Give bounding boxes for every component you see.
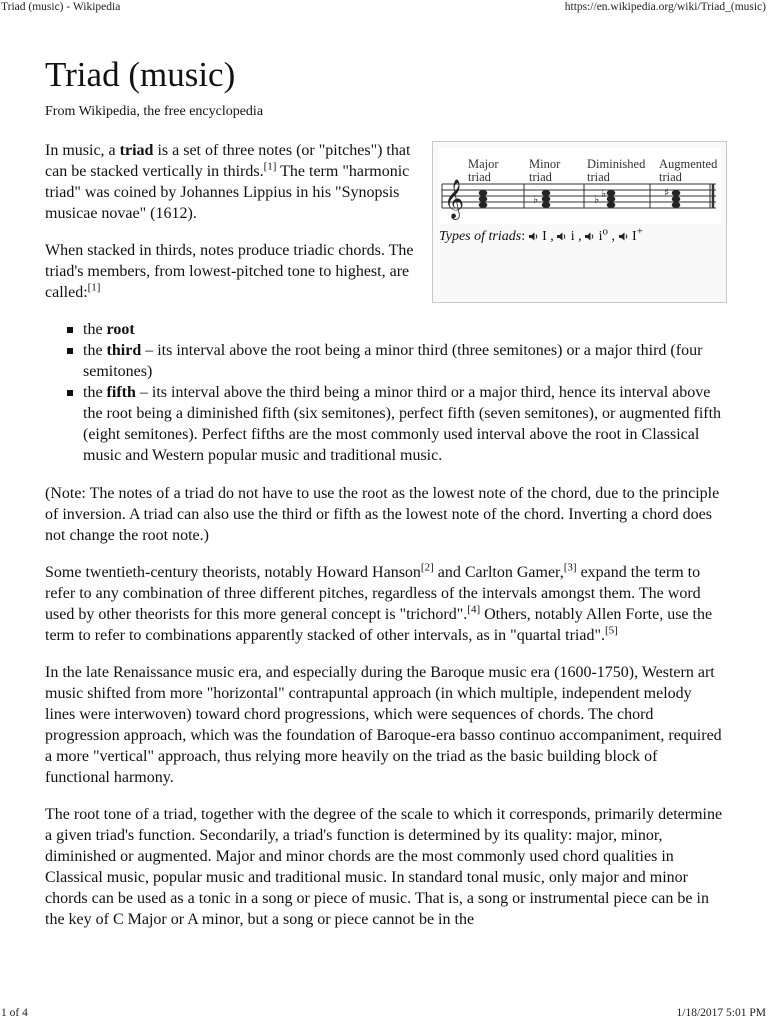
speaker-icon bbox=[619, 232, 629, 241]
page-title-header: Triad (music) - Wikipedia bbox=[1, 1, 121, 13]
audio-major[interactable]: I bbox=[529, 229, 547, 244]
chord-noteheads bbox=[475, 190, 684, 208]
citation-1b[interactable]: [1] bbox=[87, 281, 101, 294]
audio-diminished[interactable]: i$^o$ bbox=[585, 229, 608, 244]
audio-augmented[interactable]: I+ bbox=[619, 229, 643, 244]
triad-members-list bbox=[45, 319, 725, 466]
list-item: the third – its interval above the root being a minor third (three semitones) or a major third (four semitones) bbox=[65, 340, 725, 382]
term-triad: triad bbox=[119, 142, 154, 159]
citation-4[interactable]: [4] bbox=[467, 603, 481, 616]
triad-notation-image bbox=[438, 148, 721, 224]
theorists-paragraph: Some twentieth-century theorists, notably Howard Hanson[2] and Carlton Gamer,[3] expand the term to refer to any combination of three different pitches, regardless of the intervals amongst them. The word used by other theorists for this more general concept is "trichord".[4] Others, notably Allen Forte, use the term to refer to combinations apparently stacked of other intervals, as in "quartal triad".[5] bbox=[45, 561, 713, 644]
svg-text:♭: ♭ bbox=[594, 193, 600, 206]
triad-types-figure bbox=[432, 141, 727, 303]
list-item: the fifth – its interval above the third being a minor third or a major third, hence its interval above the root being a diminished fifth (six semitones), perfect fifth (seven semitones), or augmented fifth (eight semitones). Perfect fifths are the most commonly used interval above the root in Classical music and Western popular music and traditional music. bbox=[65, 382, 725, 466]
article-content bbox=[45, 55, 725, 946]
print-header bbox=[0, 1, 768, 15]
label-augmented: Augmented bbox=[659, 157, 718, 171]
staff-notation bbox=[438, 148, 721, 224]
print-timestamp: 1/18/2017 5:01 PM bbox=[676, 1007, 766, 1019]
article-title: Triad (music) bbox=[45, 55, 236, 94]
label-major-2: triad bbox=[468, 170, 491, 184]
label-augmented-2: triad bbox=[659, 170, 682, 184]
root-tone-paragraph: The root tone of a triad, together with the degree of the scale to which it corresponds, primarily determine a given triad's function. Secondarily, a triad's function is determined by its quality: major, minor, diminished or augmented. Major and minor chords are the most commonly used chord qualities in Classical music, popular music and traditional music. In standard tonal music, only major and minor chords can be used as a tonic in a song or piece of music. That is, a song or instrumental piece can be in the key of C Major or A minor, but a song or piece cannot be in the bbox=[45, 806, 723, 928]
figure-caption: Types of triads: I , i , i$^o$ , I+ bbox=[439, 225, 643, 244]
page-url: https://en.wikipedia.org/wiki/Triad_(music) bbox=[564, 1, 766, 13]
speaker-icon bbox=[585, 232, 595, 241]
citation-2[interactable]: [2] bbox=[420, 561, 434, 574]
caption-label: Types of triads bbox=[439, 229, 522, 244]
citation-5[interactable]: [5] bbox=[604, 624, 618, 637]
tagline: From Wikipedia, the free encyclopedia bbox=[45, 104, 264, 119]
citation-3[interactable]: [3] bbox=[563, 561, 577, 574]
svg-text:♭: ♭ bbox=[601, 187, 607, 200]
citation-1[interactable]: [1] bbox=[263, 160, 277, 173]
label-minor: Minor bbox=[529, 157, 561, 171]
label-major: Major bbox=[468, 157, 499, 171]
intro-paragraph: In music, a triad is a set of three notes (or "pitches") that can be stacked vertically in thirds.[1] The term "harmonic triad" was coined by Johannes Lippius in his "Synopsis musicae novae" (1612). bbox=[45, 142, 411, 222]
svg-text:♯: ♯ bbox=[664, 186, 670, 199]
label-diminished-2: triad bbox=[587, 170, 610, 184]
speaker-icon bbox=[557, 232, 567, 241]
audio-minor[interactable]: i bbox=[557, 229, 574, 244]
inversion-note: (Note: The notes of a triad do not have to use the root as the lowest note of the chord, due to the principle of inversion. A triad can also use the third or fifth as the lowest note of the chord. Inverting a chord does not change the root note.) bbox=[45, 485, 720, 544]
treble-clef-icon: 𝄞 bbox=[444, 179, 465, 219]
svg-text:♭: ♭ bbox=[533, 193, 539, 206]
list-item: the root bbox=[65, 319, 725, 340]
page-counter: 1 of 4 bbox=[1, 1007, 28, 1019]
renaissance-paragraph: In the late Renaissance music era, and especially during the Baroque music era (1600-1750), Western art music shifted from more "horizontal" contrapuntal approach (in which multiple, independent melody lines were interwoven) toward chord progressions, which were sequences of chords. The chord progression approach, which was the foundation of Baroque-era basso continuo accompaniment, required a more "vertical" approach, thus relying more heavily on the triad as the basic building block of functional harmony. bbox=[45, 664, 722, 786]
print-footer bbox=[0, 1007, 768, 1021]
stacked-paragraph: When stacked in thirds, notes produce triadic chords. The triad's members, from lowest-pitched tone to highest, are called:[1] bbox=[45, 242, 414, 301]
label-diminished: Diminished bbox=[587, 157, 646, 171]
label-minor-2: triad bbox=[529, 170, 552, 184]
speaker-icon bbox=[529, 232, 539, 241]
